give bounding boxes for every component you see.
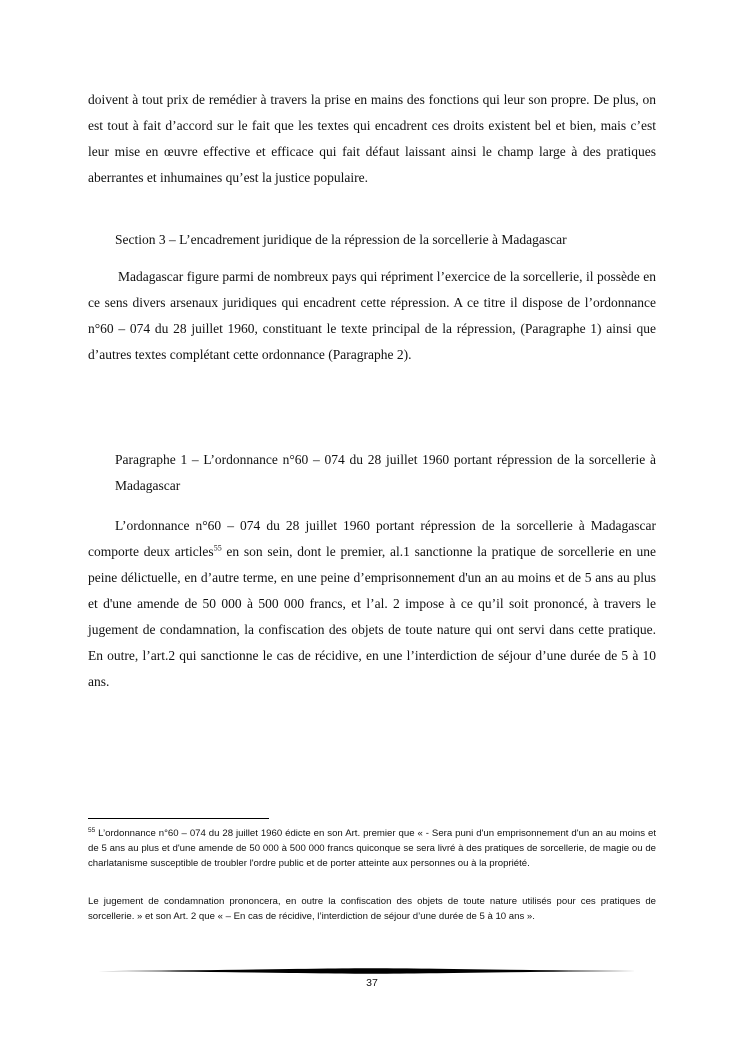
footnote-reference[interactable]: 55 [213, 543, 222, 553]
footnote-text-1: L’ordonnance n°60 – 074 du 28 juillet 1960 édicte en son Art. premier que « - Sera puni d'un emprisonnement d'un an au moins et de 5 ans au plus et d'une amende de 50 000 à 500 000 francs quiconque se sera livré à des pratiques de sorcellerie, de magie ou de charlatanisme susceptible de troubler l'ordre public et de porter atteinte aux personnes ou à la propriété. [88, 828, 656, 869]
page-number: 37 [366, 977, 378, 989]
footer-decorative-rule [98, 966, 646, 976]
section-title: Section 3 – L’encadrement juridique de la répression de la sorcellerie à Madagascar [115, 232, 567, 247]
ordinance-paragraph-text-after: en son sein, dont le premier, al.1 sanctionne la pratique de sorcellerie en une peine délictuelle, en d’autre terme, en une peine d’emprisonnement d'un an au moins et de 5 ans au plus et d'une amende de 50 000 à 500 000 francs, et l’al. 2 impose à ce qu’il soit prononcé, à travers le jugement de condamnation, la confiscation des objets de toute nature qui ont servi dans cette pratique. En outre, l’art.2 qui sanctionne le cas de récidive, en une l’interdiction de séjour d’une durée de 5 à 10 ans. [88, 544, 656, 689]
footnote-55-continuation: Le jugement de condamnation prononcera, en outre la confiscation des objets de toute nature utilisés pour ces pratiques de sorcellerie. » et son Art. 2 que « – En cas de récidive, l’interdiction de séjour d’une durée de 5 à 10 ans ». [88, 896, 656, 922]
footnote-55 [88, 826, 656, 871]
footnote-separator [88, 818, 269, 819]
section-intro-paragraph: Madagascar figure parmi de nombreux pays qui répriment l’exercice de la sorcellerie, il possède en ce sens divers arsenaux juridiques qui encadrent cette répression. A ce titre il dispose de l’ordonnance n°60 – 074 du 28 juillet 1960, constituant le texte principal de la répression, (Paragraphe 1) ainsi que d’autres textes complétant cette ordonnance (Paragraphe 2). [88, 269, 656, 362]
paragraph-title: Paragraphe 1 – L’ordonnance n°60 – 074 du 28 juillet 1960 portant répression de la sorcellerie à Madagascar [115, 452, 656, 493]
paragraph-continuation: doivent à tout prix de remédier à travers la prise en mains des fonctions qui leur son propre. De plus, on est tout à fait d’accord sur le fait que les textes qui encadrent ces droits existent bel et bien, mais c’est leur mise en œuvre effective et efficace qui fait défaut laissant ainsi le champ large à des pratiques aberrantes et inhumaines qu’est la justice populaire. [88, 92, 656, 185]
ordinance-paragraph-text-before: L’ordonnance n°60 – 074 du 28 juillet 1960 portant répression de la sorcellerie à Madagascar comporte deux articles [88, 518, 656, 559]
footnote-number: 55 [88, 826, 96, 834]
ordinance-paragraph [88, 513, 656, 695]
